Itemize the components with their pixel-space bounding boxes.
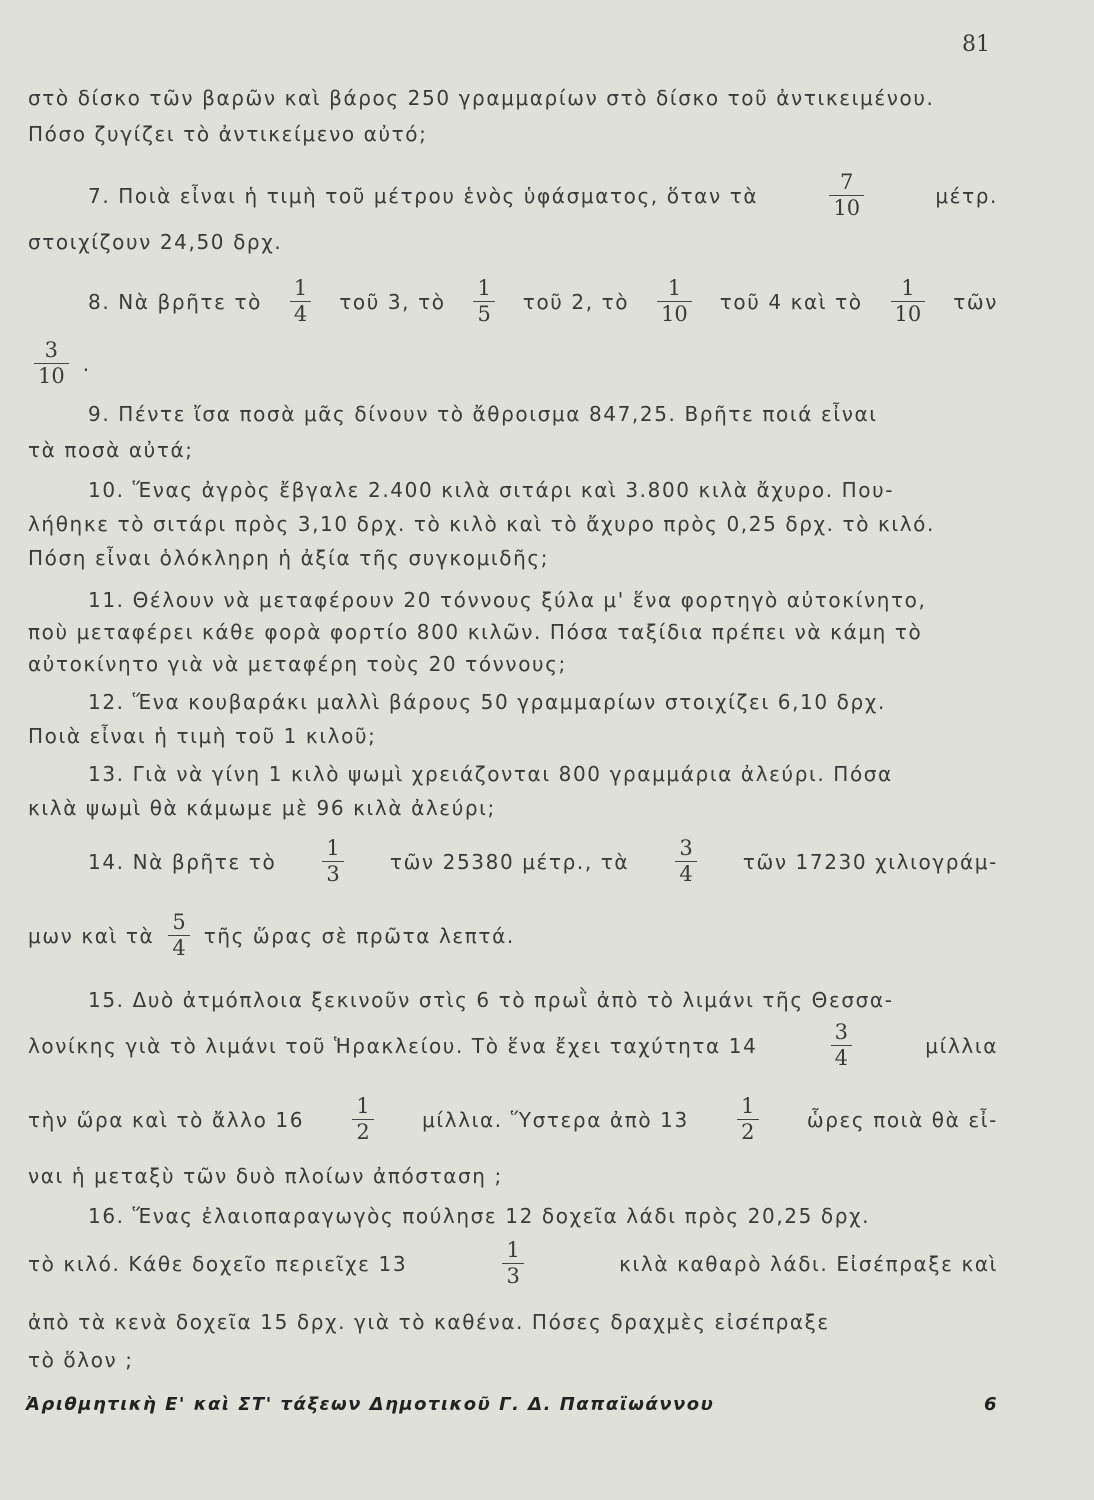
text-line [88, 838, 998, 885]
fraction-numerator: 1 [667, 276, 682, 300]
text-segment: 12. Ἕνα κουβαράκι μαλλὶ βάρους 50 γραμμαρίων στοιχίζει 6,10 δρχ. [88, 690, 886, 714]
text-segment: 11. Θέλουν νὰ μεταφέρουν 20 τόννους ξύλα μ' ἕνα φορτηγὸ αὐτοκίνητο, [88, 588, 927, 612]
fraction [352, 1096, 373, 1143]
text-segment: τοῦ 3, τὸ [339, 289, 446, 314]
fraction-numerator: 1 [506, 1238, 520, 1262]
fraction [675, 838, 696, 885]
fraction-numerator: 1 [293, 276, 308, 300]
fraction-numerator: 1 [326, 836, 340, 860]
text-line [88, 590, 998, 610]
text-segment: τῶν [953, 289, 998, 314]
fraction-numerator: 1 [741, 1094, 755, 1118]
text-line [88, 480, 998, 500]
text-segment: τὸ κιλό. Κάθε δοχεῖο περιεῖχε 13 [28, 1251, 408, 1276]
text-line [28, 798, 998, 818]
fraction-denominator: 2 [737, 1119, 758, 1143]
text-line [88, 404, 998, 424]
text-segment: μέτρ. [935, 183, 998, 208]
text-line [88, 172, 998, 219]
text-segment: μων καὶ τὰ [28, 923, 155, 948]
text-line [88, 1206, 998, 1226]
text-segment: λονίκης γιὰ τὸ λιμάνι τοῦ Ἡρακλείου. Τὸ ἕνα ἔχει ταχύτητα 14 [28, 1033, 758, 1058]
text-segment: Πόση εἶναι ὁλόκληρη ἡ ἀξία τῆς συγκομιδῆς; [28, 546, 550, 570]
fraction-denominator: 4 [831, 1045, 852, 1069]
text-line [28, 726, 998, 746]
fraction-numerator: 1 [901, 276, 915, 300]
fraction-denominator: 10 [829, 195, 864, 219]
text-line [88, 764, 998, 784]
fraction [657, 278, 692, 325]
fraction-denominator: 3 [322, 861, 343, 885]
text-segment: στὸ δίσκο τῶν βαρῶν καὶ βάρος 250 γραμμαρίων στὸ δίσκο τοῦ ἀντικειμένου. [28, 86, 935, 110]
text-segment: τὴν ὥρα καὶ τὸ ἄλλο 16 [28, 1107, 305, 1132]
text-segment: 13. Γιὰ νὰ γίνη 1 κιλὸ ψωμὶ χρειάζονται 800 γραμμάρια ἀλεύρι. Πόσα [88, 762, 893, 786]
fraction-denominator: 4 [168, 935, 189, 959]
text-segment: τοῦ 4 καὶ τὸ [719, 289, 863, 314]
text-line [28, 912, 998, 959]
text-line [88, 692, 998, 712]
text-segment: τῶν 17230 χιλιογράμ- [742, 849, 998, 874]
text-segment: 14. Νὰ βρῆτε τὸ [88, 849, 277, 874]
text-segment: 10. Ἕνας ἀγρὸς ἔβγαλε 2.400 κιλὰ σιτάρι καὶ 3.800 κιλὰ ἄχυρο. Που- [88, 478, 895, 502]
text-line [28, 1240, 998, 1287]
page-footer [26, 1394, 998, 1415]
text-segment: τῆς ὥρας σὲ πρῶτα λεπτά. [203, 923, 515, 948]
fraction-numerator: 5 [172, 910, 186, 934]
fraction-numerator: 7 [840, 170, 854, 194]
text-segment: κιλὰ ψωμὶ θὰ κάμωμε μὲ 96 κιλὰ ἀλεύρι; [28, 796, 496, 820]
fraction-numerator: 1 [477, 276, 491, 300]
fraction [737, 1096, 758, 1143]
fraction [891, 278, 926, 325]
text-segment: μίλλια. Ὕστερα ἀπὸ 13 [422, 1107, 689, 1132]
text-segment: τῶν 25380 μέτρ., τὰ [389, 849, 630, 874]
text-line [28, 1022, 998, 1069]
text-line [28, 232, 998, 252]
fraction-denominator: 10 [657, 301, 692, 325]
text-segment: στοιχίζουν 24,50 δρχ. [28, 230, 283, 254]
fraction [829, 172, 864, 219]
fraction [502, 1240, 523, 1287]
text-line [88, 990, 998, 1010]
fraction-denominator: 10 [34, 363, 69, 387]
page-number: 81 [962, 32, 990, 57]
text-line [88, 278, 998, 325]
text-line [28, 124, 998, 144]
fraction-denominator: 4 [675, 861, 696, 885]
fraction-numerator: 3 [44, 338, 59, 362]
fraction [290, 278, 311, 325]
text-segment: λήθηκε τὸ σιτάρι πρὸς 3,10 δρχ. τὸ κιλὸ καὶ τὸ ἄχυρο πρὸς 0,25 δρχ. τὸ κιλό. [28, 512, 935, 536]
text-segment: 16. Ἕνας ἐλαιοπαραγωγὸς πούλησε 12 δοχεῖα λάδι πρὸς 20,25 δρχ. [88, 1204, 871, 1228]
fraction-denominator: 3 [502, 1263, 523, 1287]
text-segment: ὧρες ποιὰ θὰ εἶ- [806, 1107, 998, 1132]
fraction-denominator: 5 [473, 301, 494, 325]
text-segment: τὰ ποσὰ αὐτά; [28, 438, 194, 462]
text-line [28, 1312, 998, 1332]
footer-signature-mark: 6 [983, 1394, 998, 1415]
text-line [28, 1350, 998, 1370]
text-segment: Πόσο ζυγίζει τὸ ἀντικείμενο αὐτό; [28, 122, 428, 146]
text-line [28, 440, 998, 460]
fraction-numerator: 3 [834, 1020, 849, 1044]
text-line [28, 1166, 998, 1186]
text-line [28, 654, 998, 674]
text-line [28, 514, 998, 534]
text-segment: 7. Ποιὰ εἶναι ἡ τιμὴ τοῦ μέτρου ἑνὸς ὑφάσματος, ὅταν τὰ [88, 183, 759, 208]
text-segment: 15. Δυὸ ἀτμόπλοια ξεκινοῦν στὶς 6 τὸ πρωῒ ἀπὸ τὸ λιμάνι τῆς Θεσσα- [88, 988, 894, 1012]
text-segment: τοῦ 2, τὸ [522, 289, 630, 314]
text-line [28, 548, 998, 568]
fraction-denominator: 4 [290, 301, 311, 325]
text-line [28, 88, 998, 108]
fraction-denominator: 10 [891, 301, 926, 325]
fraction-denominator: 2 [352, 1119, 373, 1143]
text-segment: ναι ἡ μεταξὺ τῶν δυὸ πλοίων ἀπόσταση ; [28, 1164, 503, 1188]
text-segment: 8. Νὰ βρῆτε τὸ [88, 289, 262, 314]
fraction [322, 838, 343, 885]
text-segment: ἀπὸ τὰ κενὰ δοχεῖα 15 δρχ. γιὰ τὸ καθένα. Πόσες δραχμὲς εἰσέπραξε [28, 1310, 830, 1334]
text-segment: αὐτοκίνητο γιὰ νὰ μεταφέρη τοὺς 20 τόννους; [28, 652, 567, 676]
text-segment: 9. Πέντε ἴσα ποσὰ μᾶς δίνουν τὸ ἄθροισμα 847,25. Βρῆτε ποιά εἶναι [88, 402, 878, 426]
text-line [28, 622, 998, 642]
text-segment: ποὺ μεταφέρει κάθε φορὰ φορτίο 800 κιλῶν. Πόσα ταξίδια πρέπει νὰ κάμη τὸ [28, 620, 923, 644]
text-line [28, 340, 998, 387]
fraction [34, 340, 69, 387]
text-segment: Ποιὰ εἶναι ἡ τιμὴ τοῦ 1 κιλοῦ; [28, 724, 377, 748]
fraction [473, 278, 494, 325]
fraction-numerator: 3 [679, 836, 693, 860]
fraction-numerator: 1 [356, 1094, 370, 1118]
footer-book-title: Ἀριθμητικὴ Ε' καὶ ΣΤ' τάξεων Δημοτικοῦ Γ. Δ. Παπαϊωάννου [26, 1394, 715, 1415]
fraction [168, 912, 189, 959]
text-segment: κιλὰ καθαρὸ λάδι. Εἰσέπραξε καὶ [619, 1251, 998, 1276]
text-segment: . [82, 351, 91, 376]
text-segment: τὸ ὅλον ; [28, 1348, 134, 1372]
text-segment: μίλλια [925, 1033, 998, 1058]
fraction [831, 1022, 852, 1069]
text-line [28, 1096, 998, 1143]
